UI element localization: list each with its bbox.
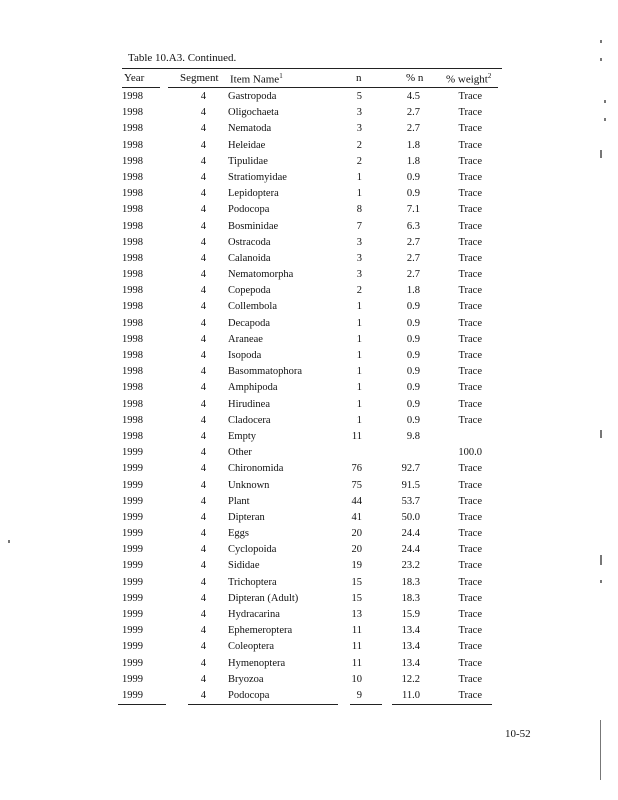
cell-n: 15 bbox=[351, 592, 362, 604]
cell-item-name: Podocopa bbox=[228, 689, 270, 701]
cell-year: 1999 bbox=[122, 609, 143, 620]
cell-pct-n: 7.1 bbox=[406, 204, 420, 216]
cell-pct-n: 2.7 bbox=[406, 269, 420, 281]
cell-pct-n: 0.9 bbox=[406, 333, 420, 345]
cell-segment: 4 bbox=[200, 463, 206, 475]
cell-item-name: Hydracarina bbox=[228, 609, 280, 620]
cell-year: 1998 bbox=[122, 301, 143, 313]
cell-year: 1999 bbox=[122, 657, 143, 669]
cell-pct-n: 0.9 bbox=[406, 171, 420, 183]
header-item-name-footnote: 1 bbox=[279, 72, 283, 80]
header-item-name bbox=[230, 72, 283, 86]
cell-pct-n: 24.4 bbox=[401, 528, 420, 540]
cell-segment: 4 bbox=[200, 592, 206, 604]
cell-pct-weight: Trace bbox=[458, 333, 482, 345]
cell-n: 1 bbox=[356, 171, 362, 183]
cell-pct-n: 6.3 bbox=[406, 220, 420, 232]
cell-pct-weight: Trace bbox=[458, 576, 482, 588]
cell-item-name: Eggs bbox=[228, 528, 249, 540]
cell-year: 1998 bbox=[122, 350, 143, 361]
cell-year: 1998 bbox=[122, 204, 143, 216]
cell-pct-weight: Trace bbox=[458, 398, 482, 410]
cell-n: 3 bbox=[356, 123, 362, 135]
cell-item-name: Other bbox=[228, 447, 252, 459]
table-row bbox=[0, 624, 618, 640]
table-row bbox=[0, 398, 618, 414]
cell-year: 1998 bbox=[122, 366, 143, 378]
cell-pct-n: 13.4 bbox=[401, 657, 420, 669]
bottom-rule-n bbox=[350, 704, 382, 705]
cell-segment: 4 bbox=[200, 511, 206, 523]
cell-segment: 4 bbox=[200, 269, 206, 281]
cell-pct-n: 2.7 bbox=[406, 123, 420, 135]
cell-segment: 4 bbox=[200, 479, 206, 491]
cell-item-name: Araneae bbox=[228, 333, 263, 345]
cell-n: 1 bbox=[356, 366, 362, 378]
cell-pct-weight: Trace bbox=[458, 285, 482, 297]
table-row bbox=[0, 122, 618, 138]
table-row bbox=[0, 317, 618, 333]
cell-item-name: Ephemeroptera bbox=[228, 625, 293, 637]
cell-pct-n: 9.8 bbox=[406, 430, 420, 442]
cell-item-name: Nematomorpha bbox=[228, 269, 294, 281]
cell-n: 10 bbox=[351, 673, 362, 685]
cell-year: 1998 bbox=[122, 155, 143, 167]
cell-year: 1998 bbox=[122, 398, 143, 410]
header-pct-weight-label: % weight bbox=[446, 73, 488, 86]
cell-pct-weight: Trace bbox=[458, 350, 482, 361]
cell-pct-weight: Trace bbox=[458, 495, 482, 507]
cell-segment: 4 bbox=[200, 220, 206, 232]
cell-pct-n: 18.3 bbox=[401, 592, 420, 604]
cell-item-name: Copepoda bbox=[228, 285, 271, 297]
cell-n: 7 bbox=[356, 220, 362, 232]
cell-pct-weight: Trace bbox=[458, 317, 482, 329]
cell-n: 20 bbox=[351, 544, 362, 556]
table-row bbox=[0, 608, 618, 624]
cell-segment: 4 bbox=[200, 398, 206, 410]
cell-item-name: Unknown bbox=[228, 479, 270, 491]
cell-item-name: Hirudinea bbox=[228, 398, 270, 410]
cell-segment: 4 bbox=[200, 252, 206, 264]
table-row bbox=[0, 187, 618, 203]
cell-n: 44 bbox=[351, 495, 362, 507]
table-row bbox=[0, 673, 618, 689]
table-caption: Table 10.A3. Continued. bbox=[128, 52, 237, 64]
cell-item-name: Trichoptera bbox=[228, 576, 277, 588]
bottom-rule-year bbox=[118, 704, 166, 705]
cell-segment: 4 bbox=[200, 317, 206, 329]
cell-pct-weight: Trace bbox=[458, 511, 482, 523]
cell-pct-n: 12.2 bbox=[401, 673, 420, 685]
cell-n: 76 bbox=[351, 463, 362, 475]
table-row bbox=[0, 365, 618, 381]
cell-pct-n: 0.9 bbox=[406, 188, 420, 200]
cell-year: 1999 bbox=[122, 560, 143, 572]
cell-segment: 4 bbox=[200, 528, 206, 540]
cell-segment: 4 bbox=[200, 544, 206, 556]
cell-n: 15 bbox=[351, 576, 362, 588]
cell-pct-weight: Trace bbox=[458, 188, 482, 200]
cell-year: 1998 bbox=[122, 171, 143, 183]
cell-pct-weight: Trace bbox=[458, 171, 482, 183]
cell-year: 1999 bbox=[122, 463, 143, 475]
cell-pct-weight: Trace bbox=[458, 673, 482, 685]
cell-year: 1998 bbox=[122, 252, 143, 264]
cell-n: 1 bbox=[356, 414, 362, 426]
cell-pct-weight: Trace bbox=[458, 220, 482, 232]
cell-segment: 4 bbox=[200, 139, 206, 151]
table-body bbox=[0, 90, 618, 705]
cell-year: 1998 bbox=[122, 107, 143, 119]
cell-pct-n: 0.9 bbox=[406, 382, 420, 394]
scan-speck bbox=[600, 150, 602, 158]
cell-pct-n: 24.4 bbox=[401, 544, 420, 556]
cell-pct-weight: Trace bbox=[458, 657, 482, 669]
cell-pct-n: 0.9 bbox=[406, 350, 420, 361]
cell-year: 1999 bbox=[122, 495, 143, 507]
table-row bbox=[0, 139, 618, 155]
cell-n: 11 bbox=[351, 657, 362, 669]
cell-item-name: Hymenoptera bbox=[228, 657, 286, 669]
cell-n: 3 bbox=[356, 107, 362, 119]
cell-segment: 4 bbox=[200, 301, 206, 313]
header-rule-main bbox=[168, 87, 498, 88]
header-item-name-label: Item Name bbox=[230, 73, 280, 86]
table-row bbox=[0, 155, 618, 171]
scan-speck bbox=[600, 430, 602, 438]
cell-n: 3 bbox=[356, 269, 362, 281]
bottom-rule-pct bbox=[392, 704, 492, 705]
cell-n: 2 bbox=[356, 139, 362, 151]
table-row bbox=[0, 543, 618, 559]
cell-segment: 4 bbox=[200, 382, 206, 394]
cell-pct-weight: Trace bbox=[458, 689, 482, 701]
cell-pct-weight: Trace bbox=[458, 252, 482, 264]
cell-item-name: Empty bbox=[228, 430, 256, 442]
table-row bbox=[0, 689, 618, 705]
table-row bbox=[0, 106, 618, 122]
cell-pct-n: 91.5 bbox=[401, 479, 420, 491]
cell-n: 11 bbox=[351, 641, 362, 653]
cell-pct-weight: Trace bbox=[458, 155, 482, 167]
cell-item-name: Dipteran (Adult) bbox=[228, 592, 299, 604]
table-row bbox=[0, 236, 618, 252]
cell-n: 2 bbox=[356, 285, 362, 297]
cell-n: 11 bbox=[351, 430, 362, 442]
cell-pct-n: 18.3 bbox=[401, 576, 420, 588]
page-number: 10-52 bbox=[505, 728, 531, 740]
cell-item-name: Sididae bbox=[228, 560, 260, 572]
cell-item-name: Stratiomyidae bbox=[228, 171, 287, 183]
table-row bbox=[0, 430, 618, 446]
scan-speck bbox=[604, 100, 606, 103]
table-row bbox=[0, 252, 618, 268]
cell-pct-weight: Trace bbox=[458, 204, 482, 216]
cell-item-name: Cladocera bbox=[228, 414, 271, 426]
cell-item-name: Bryozoa bbox=[228, 673, 264, 685]
cell-n: 9 bbox=[356, 689, 362, 701]
cell-year: 1998 bbox=[122, 333, 143, 345]
header-pct-weight bbox=[446, 72, 491, 86]
cell-item-name: Tipulidae bbox=[228, 155, 268, 167]
cell-pct-n: 15.9 bbox=[401, 609, 420, 620]
cell-pct-n: 1.8 bbox=[406, 155, 420, 167]
cell-pct-weight: Trace bbox=[458, 528, 482, 540]
scan-speck bbox=[600, 58, 602, 61]
header-segment: Segment bbox=[180, 72, 219, 84]
cell-pct-weight: Trace bbox=[458, 544, 482, 556]
cell-year: 1998 bbox=[122, 414, 143, 426]
cell-segment: 4 bbox=[200, 657, 206, 669]
cell-n: 1 bbox=[356, 382, 362, 394]
table-row bbox=[0, 592, 618, 608]
cell-pct-weight: Trace bbox=[458, 560, 482, 572]
cell-segment: 4 bbox=[200, 188, 206, 200]
cell-pct-n: 0.9 bbox=[406, 317, 420, 329]
table-row bbox=[0, 381, 618, 397]
cell-pct-weight: Trace bbox=[458, 463, 482, 475]
cell-segment: 4 bbox=[200, 350, 206, 361]
cell-segment: 4 bbox=[200, 333, 206, 345]
scan-speck bbox=[600, 40, 602, 43]
table-row bbox=[0, 462, 618, 478]
cell-year: 1999 bbox=[122, 592, 143, 604]
cell-n: 5 bbox=[356, 91, 362, 102]
cell-year: 1999 bbox=[122, 673, 143, 685]
cell-n: 1 bbox=[356, 188, 362, 200]
cell-segment: 4 bbox=[200, 155, 206, 167]
cell-item-name: Lepidoptera bbox=[228, 188, 279, 200]
bottom-rule-item bbox=[188, 704, 338, 705]
cell-n: 11 bbox=[351, 625, 362, 637]
cell-pct-n: 11.0 bbox=[402, 689, 420, 701]
cell-pct-n: 0.9 bbox=[406, 398, 420, 410]
cell-pct-n: 53.7 bbox=[401, 495, 420, 507]
cell-n: 13 bbox=[351, 609, 362, 620]
cell-segment: 4 bbox=[200, 123, 206, 135]
cell-year: 1998 bbox=[122, 236, 143, 248]
cell-pct-weight: Trace bbox=[458, 123, 482, 135]
cell-year: 1998 bbox=[122, 220, 143, 232]
cell-n: 41 bbox=[351, 511, 362, 523]
table-row bbox=[0, 511, 618, 527]
cell-pct-n: 2.7 bbox=[406, 236, 420, 248]
cell-n: 1 bbox=[356, 333, 362, 345]
header-year: Year bbox=[124, 72, 145, 84]
table-row bbox=[0, 268, 618, 284]
cell-year: 1998 bbox=[122, 382, 143, 394]
cell-item-name: Decapoda bbox=[228, 317, 270, 329]
cell-item-name: Coleoptera bbox=[228, 641, 275, 653]
cell-year: 1998 bbox=[122, 123, 143, 135]
cell-segment: 4 bbox=[200, 430, 206, 442]
cell-year: 1998 bbox=[122, 188, 143, 200]
cell-item-name: Gastropoda bbox=[228, 91, 277, 102]
header-rule-year bbox=[122, 87, 160, 88]
cell-pct-weight: Trace bbox=[458, 414, 482, 426]
header-pct-weight-footnote: 2 bbox=[487, 72, 492, 80]
cell-item-name: Isopoda bbox=[228, 350, 262, 361]
cell-pct-weight: Trace bbox=[458, 107, 482, 119]
cell-year: 1998 bbox=[122, 430, 143, 442]
cell-year: 1998 bbox=[122, 91, 143, 102]
scan-speck bbox=[600, 720, 601, 780]
cell-segment: 4 bbox=[200, 447, 206, 459]
cell-item-name: Ostracoda bbox=[228, 236, 271, 248]
cell-n: 1 bbox=[356, 301, 362, 313]
cell-n: 3 bbox=[356, 236, 362, 248]
table-row bbox=[0, 576, 618, 592]
cell-item-name: Podocopa bbox=[228, 204, 270, 216]
cell-year: 1999 bbox=[122, 511, 143, 523]
scan-speck bbox=[600, 555, 602, 565]
cell-pct-weight: Trace bbox=[458, 269, 482, 281]
cell-pct-n: 4.5 bbox=[406, 91, 420, 102]
cell-n: 2 bbox=[356, 155, 362, 167]
cell-item-name: Chironomida bbox=[228, 463, 284, 475]
table-row bbox=[0, 300, 618, 316]
table-row bbox=[0, 446, 618, 462]
cell-year: 1999 bbox=[122, 625, 143, 637]
scan-speck bbox=[8, 540, 10, 543]
table-row bbox=[0, 479, 618, 495]
cell-year: 1999 bbox=[122, 479, 143, 491]
cell-n: 1 bbox=[356, 350, 362, 361]
cell-item-name: Bosminidae bbox=[228, 220, 279, 232]
table-row bbox=[0, 559, 618, 575]
cell-segment: 4 bbox=[200, 204, 206, 216]
cell-pct-n: 13.4 bbox=[401, 625, 420, 637]
cell-segment: 4 bbox=[200, 609, 206, 620]
cell-item-name: Calanoida bbox=[228, 252, 271, 264]
table-row bbox=[0, 220, 618, 236]
cell-pct-n: 13.4 bbox=[401, 641, 420, 653]
cell-n: 75 bbox=[351, 479, 362, 491]
cell-pct-n: 50.0 bbox=[401, 511, 420, 523]
cell-year: 1999 bbox=[122, 689, 143, 701]
cell-year: 1999 bbox=[122, 447, 143, 459]
cell-segment: 4 bbox=[200, 414, 206, 426]
scan-speck bbox=[600, 580, 602, 583]
table-row bbox=[0, 640, 618, 656]
cell-segment: 4 bbox=[200, 91, 206, 102]
cell-pct-weight: Trace bbox=[458, 91, 482, 102]
cell-pct-weight: Trace bbox=[458, 382, 482, 394]
table-row bbox=[0, 349, 618, 365]
cell-segment: 4 bbox=[200, 560, 206, 572]
header-n: n bbox=[356, 72, 362, 84]
cell-pct-weight: 100.0 bbox=[458, 447, 482, 459]
cell-pct-weight: Trace bbox=[458, 301, 482, 313]
cell-segment: 4 bbox=[200, 576, 206, 588]
table-row bbox=[0, 171, 618, 187]
cell-year: 1999 bbox=[122, 544, 143, 556]
cell-item-name: Basommatophora bbox=[228, 366, 303, 378]
cell-year: 1998 bbox=[122, 317, 143, 329]
scan-speck bbox=[604, 118, 606, 121]
cell-pct-weight: Trace bbox=[458, 479, 482, 491]
cell-n: 19 bbox=[351, 560, 362, 572]
cell-segment: 4 bbox=[200, 285, 206, 297]
cell-n: 20 bbox=[351, 528, 362, 540]
cell-pct-weight: Trace bbox=[458, 641, 482, 653]
cell-year: 1999 bbox=[122, 641, 143, 653]
cell-n: 8 bbox=[356, 204, 362, 216]
table-row bbox=[0, 90, 618, 106]
table-row bbox=[0, 527, 618, 543]
cell-segment: 4 bbox=[200, 689, 206, 701]
cell-pct-n: 23.2 bbox=[401, 560, 420, 572]
cell-n: 1 bbox=[356, 398, 362, 410]
table-row bbox=[0, 333, 618, 349]
cell-item-name: Heleidae bbox=[228, 139, 266, 151]
table-row bbox=[0, 657, 618, 673]
table-row bbox=[0, 414, 618, 430]
table-row bbox=[0, 284, 618, 300]
cell-pct-n: 1.8 bbox=[406, 285, 420, 297]
cell-item-name: Amphipoda bbox=[228, 382, 278, 394]
caption-rule bbox=[122, 68, 502, 69]
cell-segment: 4 bbox=[200, 495, 206, 507]
cell-segment: 4 bbox=[200, 641, 206, 653]
cell-item-name: Cyclopoida bbox=[228, 544, 277, 556]
cell-year: 1998 bbox=[122, 269, 143, 281]
cell-pct-weight: Trace bbox=[458, 609, 482, 620]
header-pct-n: % n bbox=[406, 72, 424, 84]
cell-year: 1999 bbox=[122, 576, 143, 588]
cell-item-name: Plant bbox=[228, 495, 250, 507]
cell-segment: 4 bbox=[200, 366, 206, 378]
cell-pct-weight: Trace bbox=[458, 592, 482, 604]
table-row bbox=[0, 203, 618, 219]
cell-pct-weight: Trace bbox=[458, 625, 482, 637]
table-row bbox=[0, 495, 618, 511]
cell-pct-n: 0.9 bbox=[406, 414, 420, 426]
cell-pct-weight: Trace bbox=[458, 366, 482, 378]
cell-n: 3 bbox=[356, 252, 362, 264]
cell-segment: 4 bbox=[200, 625, 206, 637]
cell-pct-n: 2.7 bbox=[406, 252, 420, 264]
cell-pct-n: 0.9 bbox=[406, 366, 420, 378]
cell-item-name: Nematoda bbox=[228, 123, 272, 135]
cell-pct-weight: Trace bbox=[458, 236, 482, 248]
cell-pct-n: 1.8 bbox=[406, 139, 420, 151]
cell-segment: 4 bbox=[200, 107, 206, 119]
cell-pct-n: 92.7 bbox=[401, 463, 420, 475]
cell-segment: 4 bbox=[200, 171, 206, 183]
cell-item-name: Oligochaeta bbox=[228, 107, 279, 119]
cell-item-name: Dipteran bbox=[228, 511, 265, 523]
cell-item-name: Collembola bbox=[228, 301, 277, 313]
cell-year: 1998 bbox=[122, 285, 143, 297]
cell-segment: 4 bbox=[200, 236, 206, 248]
cell-n: 1 bbox=[356, 317, 362, 329]
cell-year: 1999 bbox=[122, 528, 143, 540]
cell-pct-weight: Trace bbox=[458, 139, 482, 151]
cell-year: 1998 bbox=[122, 139, 143, 151]
cell-segment: 4 bbox=[200, 673, 206, 685]
cell-pct-n: 2.7 bbox=[406, 107, 420, 119]
cell-pct-n: 0.9 bbox=[406, 301, 420, 313]
